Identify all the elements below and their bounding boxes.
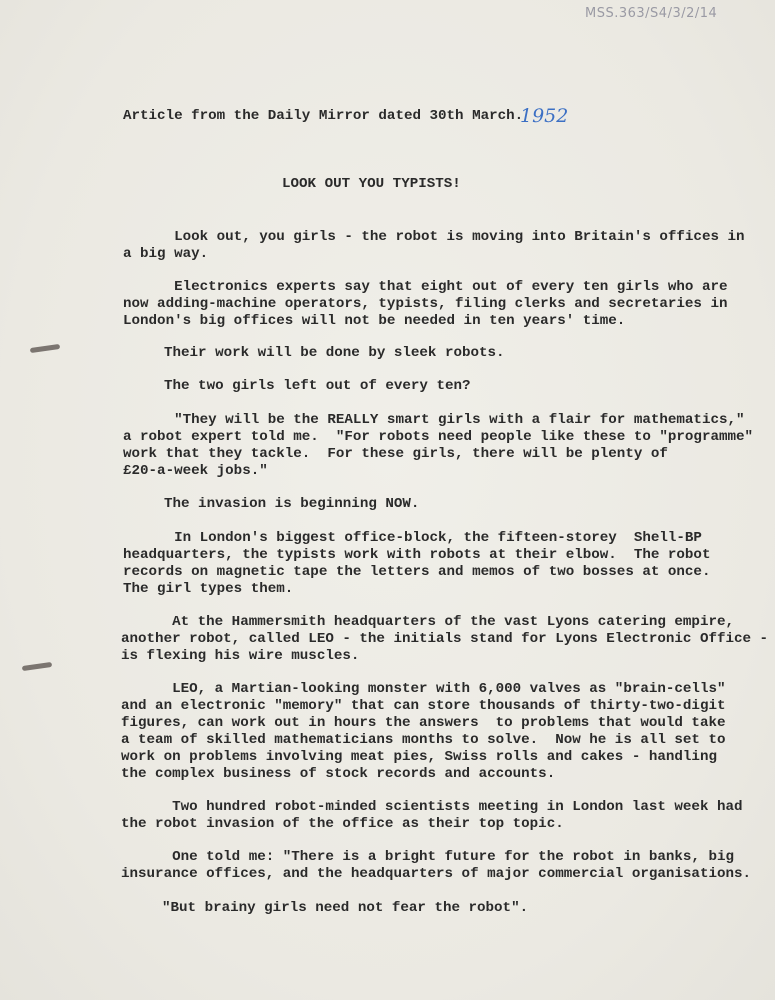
- paragraph-7: In London's biggest office-block, the fifteen-storey Shell-BP headquarters, the typists work with robots at their elbow. The robot records on magnetic tape the letters and memos of two bosses at once. The girl types them.: [123, 530, 711, 597]
- staple-hole-mark: [30, 344, 60, 353]
- paragraph-4: The two girls left out of every ten?: [164, 378, 471, 394]
- paragraph-8: At the Hammersmith headquarters of the vast Lyons catering empire, another robot, called LEO - the initials stand for Lyons Electronic Office - is flexing his wire muscles.: [121, 614, 769, 664]
- paragraph-2: Electronics experts say that eight out of every ten girls who are now adding-machine operators, typists, filing clerks and secretaries in London's big offices will not be needed in ten years' time.: [123, 279, 728, 329]
- paragraph-3: Their work will be done by sleek robots.: [164, 345, 505, 361]
- paragraph-5: "They will be the REALLY smart girls with a flair for mathematics," a robot expert told me. "For robots need people like these to "programme" work that they tackle. For these girls, there will be plenty of £20-a-week jobs.": [123, 412, 754, 479]
- paragraph-1: Look out, you girls - the robot is moving into Britain's offices in a big way.: [123, 229, 745, 262]
- paragraph-12: "But brainy girls need not fear the robot".: [162, 900, 529, 916]
- handwritten-year: 1952: [520, 105, 569, 127]
- archive-reference: MSS.363/S4/3/2/14: [585, 6, 718, 21]
- staple-hole-mark: [22, 662, 52, 671]
- paragraph-11: One told me: "There is a bright future for the robot in banks, big insurance offices, and the headquarters of major commercial organisations.: [121, 849, 752, 882]
- paragraph-10: Two hundred robot-minded scientists meeting in London last week had the robot invasion of the office as their top topic.: [121, 799, 743, 832]
- article-headline: LOOK OUT YOU TYPISTS!: [282, 176, 461, 192]
- paragraph-9: LEO, a Martian-looking monster with 6,000 valves as "brain-cells" and an electronic "memory" that can store thousands of thirty-two-digit figures, can work out in hours the answers to problems that would take a team of skilled mathematicians months to solve. Now he is all set to work on problems involving meat pies, Swiss rolls and cakes - handling the complex business of stock records and accounts.: [121, 681, 726, 782]
- source-line: Article from the Daily Mirror dated 30th March.: [123, 108, 524, 124]
- paragraph-6: The invasion is beginning NOW.: [164, 496, 420, 512]
